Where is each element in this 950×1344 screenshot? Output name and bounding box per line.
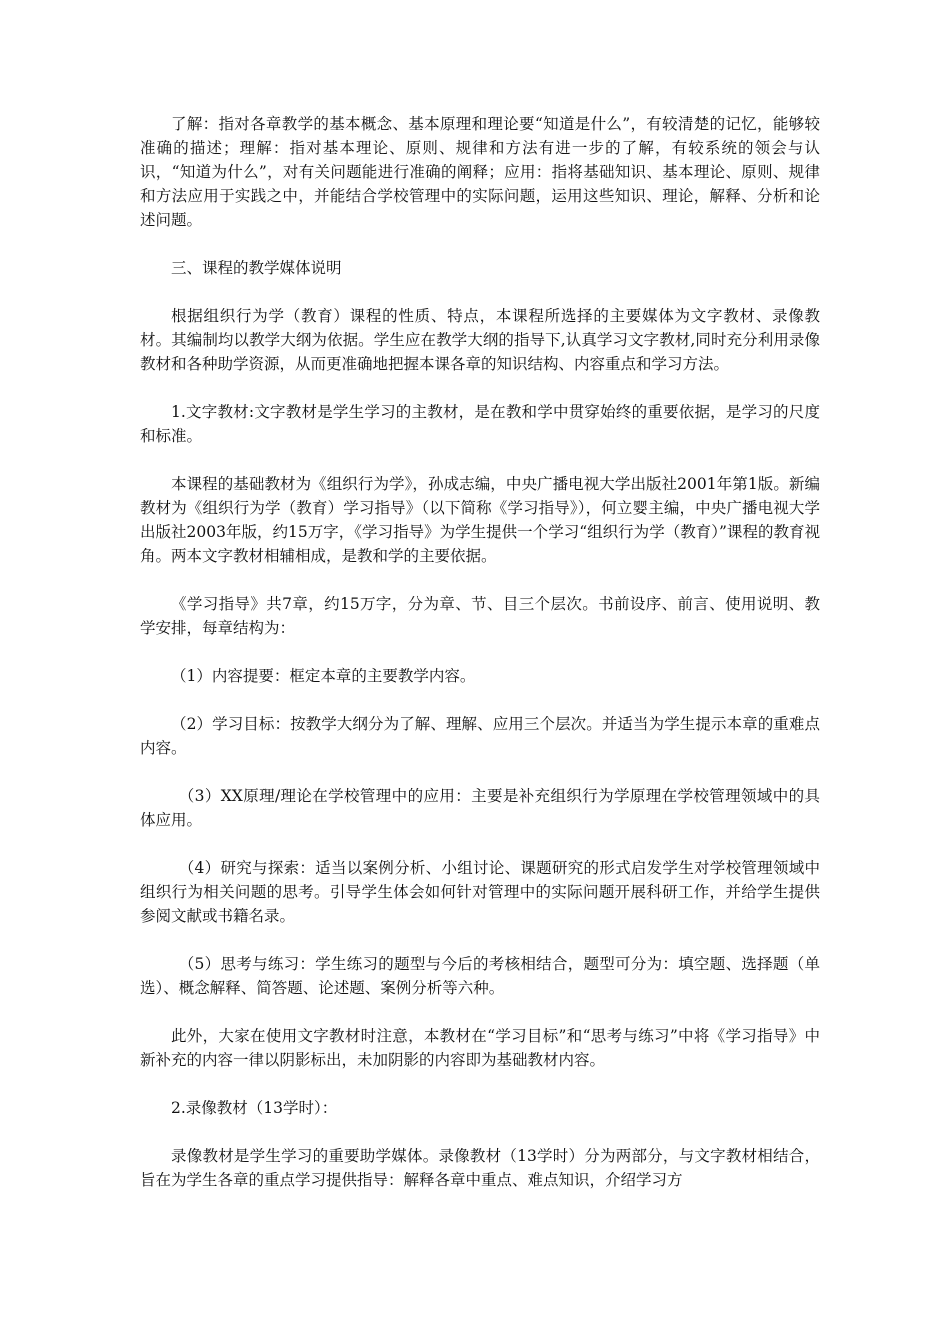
paragraph-media-overview: 根据组织行为学（教育）课程的性质、特点，本课程所选择的主要媒体为文字教材、录像教材。其编制均以教学大纲为依据。学生应在教学大纲的指导下,认真学习文字教材,同时充分利用录像教材和各种助学资源，从而更准确地把握本课各章的知识结构、内容重点和学习方法。 (140, 307, 820, 373)
paragraph-guide-structure: 《学习指导》共7章，约15万字，分为章、节、目三个层次。书前设序、前言、使用说明、教学安排，每章结构为： (140, 595, 820, 637)
paragraph-text-materials: 1.文字教材:文字教材是学生学习的主教材，是在教和学中贯穿始终的重要依据，是学习的尺度和标准。 (140, 403, 820, 445)
paragraph-shading-note: 此外，大家在使用文字教材时注意，本教材在“学习目标”和“思考与练习”中将《学习指导》中新补充的内容一律以阴影标出，未加阴影的内容即为基础教材内容。 (140, 1027, 820, 1069)
list-item-research: （4）研究与探索：适当以案例分析、小组讨论、课题研究的形式启发学生对学校管理领域中组织行为相关问题的思考。引导学生体会如何针对管理中的实际问题开展科研工作，并给学生提供参阅文献或书籍名录。 (140, 859, 820, 925)
list-item-exercises: （5）思考与练习：学生练习的题型与今后的考核相结合，题型可分为：填空题、选择题（单选）、概念解释、简答题、论述题、案例分析等六种。 (140, 955, 820, 997)
list-item-summary: （1）内容提要：框定本章的主要教学内容。 (171, 667, 476, 685)
section-heading-video: 2.录像教材（13学时）： (171, 1099, 338, 1117)
list-item-application: （3）XX原理/理论在学校管理中的应用：主要是补充组织行为学原理在学校管理领域中的具体应用。 (140, 787, 820, 829)
paragraph-video-materials: 录像教材是学生学习的重要助学媒体。录像教材（13学时）分为两部分，与文字教材相结合，旨在为学生各章的重点学习提供指导：解释各章中重点、难点知识，介绍学习方 (140, 1147, 820, 1189)
section-heading-media: 三、课程的教学媒体说明 (171, 259, 342, 277)
paragraph-base-textbook: 本课程的基础教材为《组织行为学》，孙成志编，中央广播电视大学出版社2001年第1版。新编教材为《组织行为学（教育）学习指导》（以下简称《学习指导》），何立婴主编，中央广播电视大学出版社2003年版，约15万字，《学习指导》为学生提供一个学习“组织行为学（教育）”课程的教育视角。两本文字教材相辅相成，是教和学的主要依据。 (140, 475, 820, 565)
list-item-objectives: （2）学习目标：按教学大纲分为了解、理解、应用三个层次。并适当为学生提示本章的重难点内容。 (140, 715, 820, 757)
document-body (140, 112, 820, 1216)
paragraph-understanding-levels: 了解：指对各章教学的基本概念、基本原理和理论要“知道是什么”，有较清楚的记忆，能够较准确的描述；理解：指对基本理论、原则、规律和方法有进一步的了解，有较系统的领会与认识，“知道为什么”，对有关问题能进行准确的阐释；应用：指将基础知识、基本理论、原则、规律和方法应用于实践之中，并能结合学校管理中的实际问题，运用这些知识、理论，解释、分析和论述问题。 (140, 115, 820, 229)
